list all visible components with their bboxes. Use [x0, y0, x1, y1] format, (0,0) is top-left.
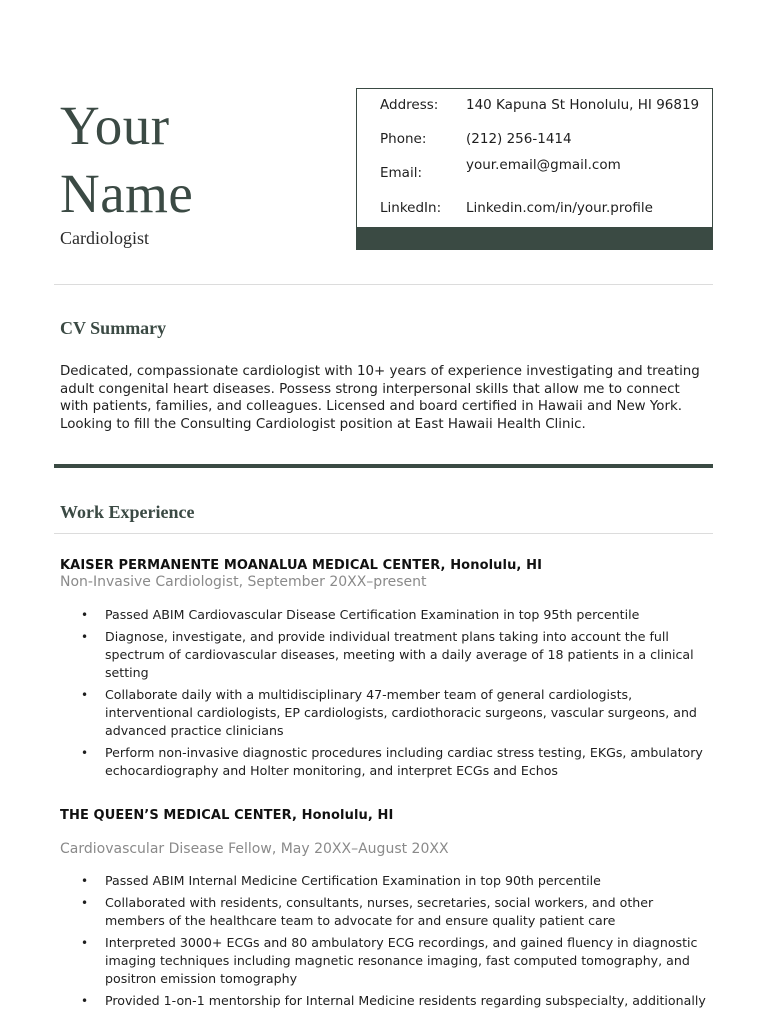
list-item — [60, 934, 715, 989]
summary-text: Dedicated, compassionate cardiologist with 10+ years of experience investigating and treating adult congenital heart diseases. Possess strong interpersonal skills that allow me to connect with patients, families, and colleagues. Licensed and board certified in Hawaii and New York. Looking to fill the Consulting Cardiologist position at East Hawaii Health Clinic. — [60, 364, 700, 432]
job-employer: KAISER PERMANENTE MOANALUA MEDICAL CENTER, Honolulu, HI — [60, 558, 543, 573]
email-value[interactable]: your.email@gmail.com — [466, 157, 621, 173]
bullet-dot: • — [81, 629, 89, 644]
bullet-text: Passed ABIM Cardiovascular Disease Certification Examination in top 95th percentile — [105, 607, 640, 622]
summary-heading: CV Summary — [60, 318, 167, 338]
bullet-dot: • — [81, 895, 89, 910]
bullet-text: Interpreted 3000+ ECGs and 80 ambulatory ECG recordings, and gained fluency in diagnostic imaging techniques including magnetic resonance imaging, fast computed tomography, and positron emission tomography — [105, 934, 698, 987]
linkedin-value[interactable]: Linkedin.com/in/your.profile — [466, 200, 653, 216]
bullet-text: Perform non-invasive diagnostic procedures including cardiac stress testing, EKGs, ambulatory echocardiography and Holter monitoring, and interpret ECGs and Echos — [105, 745, 703, 779]
job-role: Non-Invasive Cardiologist, September 20XX–present — [60, 574, 427, 590]
list-item — [60, 744, 715, 780]
name-first-line: Your — [60, 95, 170, 156]
bullet-dot: • — [81, 608, 89, 622]
address-value: 140 Kapuna St Honolulu, HI 96819 — [466, 97, 700, 113]
bullet-dot: • — [81, 688, 89, 702]
bullet-dot: • — [81, 874, 89, 888]
contact-box — [356, 88, 713, 250]
list-item — [60, 992, 715, 1010]
work-experience-divider — [54, 533, 713, 534]
job-employer: THE QUEEN’S MEDICAL CENTER, Honolulu, HI — [60, 808, 394, 823]
bullet-dot: • — [81, 994, 89, 1008]
phone-label: Phone: — [380, 131, 427, 147]
phone-value: (212) 256-1414 — [466, 131, 572, 147]
header-divider — [54, 284, 713, 285]
list-item — [60, 872, 715, 890]
bullet-text: Passed ABIM Internal Medicine Certification Examination in top 90th percentile — [105, 873, 601, 888]
list-item — [60, 628, 715, 683]
name-block — [60, 92, 340, 249]
job-bullet-list — [60, 606, 715, 784]
section-divider-thick — [54, 464, 713, 468]
job-title: Cardiologist — [60, 228, 149, 248]
bullet-text: Collaborate daily with a multidisciplinary 47-member team of general cardiologists, interventional cardiologists, EP cardiologists, cardiothoracic surgeons, vascular surgeons, and advanced practice clinicians — [105, 687, 697, 739]
bullet-text: Diagnose, investigate, and provide individual treatment plans taking into account the full spectrum of cardiovascular diseases, meeting with a daily average of 18 patients in a clinical setting — [105, 628, 694, 681]
job-role: Cardiovascular Disease Fellow, May 20XX–August 20XX — [60, 841, 449, 857]
address-label: Address: — [380, 97, 439, 113]
list-item — [60, 606, 715, 624]
email-label: Email: — [380, 165, 423, 181]
work-experience-heading: Work Experience — [60, 502, 195, 522]
job-bullet-list — [60, 872, 715, 1014]
bullet-dot: • — [81, 746, 89, 761]
list-item — [60, 686, 715, 741]
bullet-text: Provided 1-on-1 mentorship for Internal Medicine residents regarding subspecialty, additionally — [105, 993, 706, 1008]
contact-accent-bar — [357, 227, 712, 249]
bullet-dot: • — [81, 935, 89, 950]
list-item — [60, 894, 715, 930]
name-second-line: Name — [60, 163, 194, 224]
bullet-text: Collaborated with residents, consultants, nurses, secretaries, social workers, and other members of the healthcare team to advocate for and ensure quality patient care — [105, 894, 654, 928]
linkedin-label: LinkedIn: — [380, 200, 442, 216]
